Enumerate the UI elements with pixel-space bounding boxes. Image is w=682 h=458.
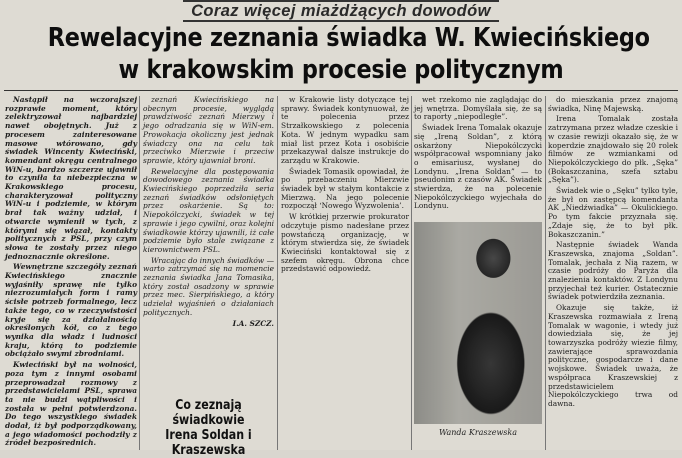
portrait-photo [414, 222, 542, 424]
kicker-text: Coraz więcej miażdżących dowodów [183, 0, 499, 22]
paragraph: Okazuje się także, iż Kraszewska rozmawiała z Ireną Tomalak w wagonie, i wtedy już dowiedziała się, że jej towarzyszka podróży wiezie filmy, zawierające sprawozdania polityczne, gospodarcze i dane wojskowe. Świadek uważa, że współpraca Kraszewskiej z przedstawicielem Niepokólczyckiego trwa od dawna. [548, 303, 678, 408]
paragraph: zeznań Kwiecińskiego na obecnym procesie, wyglądą prawdziwość zeznań Mierzwy i jego odradzania się w WiN-em. Prowokacja okoliczny jest jednak świadczy ona na celu tak przeciwko Mierzwie i przeciw sprawie, który ujawniał broni. [143, 95, 274, 165]
column-divider [545, 96, 546, 450]
paragraph: Następnie świadek Wanda Kraszewska, znajoma „Soldan”. Tomalak, jechała z Nią razem, w czasie podróży do Paryża dla znalezienia kontaktów. Z Londynu przyjechał też kurier. Ostatecznie świadek potwierdziła zeznania. [548, 240, 678, 302]
author-signature: I.A. SZCZ. [232, 318, 274, 328]
headline-line-2: w krakowskim procesie politycznym [118, 55, 564, 85]
paragraph: Świadek Irena Tomalak okazuje się „Ireną Soldan”, z którą oskarżony Niepokólczycki współpracował wspomniany jako o emisariusz, wysłanej do Londynu. „Irena Soldan” — to pseudonim z czasów AK. Świadek stwierdza, że na polecenie Niepokólczyckiego wyjechała do Londynu. [414, 123, 542, 211]
article-column-5 [548, 96, 678, 450]
subheading-line-1: Co zeznają świadkowie [172, 398, 245, 428]
paragraph: Świadek wie o „Sęku” tylko tyle, że był on zastępcą komendanta AK „Niedźwiadka” — Okulickiego. Po tym fakcie przyznała się. „Zdaje się, że to był płk. Bokaszczanin.” [548, 186, 678, 239]
kicker-heading [0, 2, 682, 21]
column-divider [411, 96, 412, 450]
headline-line-1: Rewelacyjne zeznania świadka W. Kwiecińskiego [47, 23, 650, 53]
article-column-4 [414, 96, 542, 216]
paragraph: Irena Tomalak została zatrzymana przez władze czeskie i w czasie rewizji okazało się, że w koperdzie znajdowało się 20 rolek filmów ze wzmiankami od Niepokólczyckiego do płk. „Sęka” (Bokaszczanina, szefa sztabu „Sęka”). [548, 114, 678, 185]
paragraph: Świadek Tomasik opowiadał, że po przebaczeniu Mierzwie świadek był w stałym kontakcie z Mierzwą. Na jego polecenie rozpoczął ‘Nowego Wyzwolenia’. [281, 166, 409, 211]
column-divider [277, 96, 278, 450]
photo-caption: Wanda Kraszewska [438, 428, 518, 437]
subheading-line-2: Irena Soldan i Kraszewska [165, 428, 252, 458]
column-divider [139, 96, 140, 450]
article-column-1 [5, 96, 137, 450]
paragraph: Rewelacyjne dla postępowania dowodowego zeznania świadka Kwiecińskiego poprzedziła seria zeznań świadków odsłoniętych przez oskarżenie. Są to: Niepokólczycki, świadek w tej sprawie i jego cywilni, oraz kolejni świadkowie którzy ujawnili, iż całe podziemie było stale związane z kierownictwem PSL. [143, 166, 274, 254]
article-column-3 [281, 96, 409, 450]
paragraph: Kwieciński był na wolności, poza tym z innymi osobami przeprowadzał rozmowy z przedstawicielami PSL, sprawa ta nie budzi wątpliwości i została w pełni potwierdzona. Do tego wszystkiego świadek dodał, iż był podporządkowany, a jego wiadomości pochodziły z źródeł bezpośrednich. [5, 360, 137, 448]
paragraph: do mieszkania przez znajomą świadka, Ninę Majewską. [548, 95, 678, 113]
paragraph: Wracając do innych świadków — warto zatrzymać się na momencie zeznania świadka Jana Tomasika, który został osadzony w sprawie przez mec. Sierpińskiego, a który udzielał wyjaśnień o działaniach politycznych. [143, 255, 274, 317]
paragraph: Wewnętrzne szczegóły zeznań Kwiecińskiego znacznie wyjaśniły sprawę nie tylko niezrozumiałych form i ramy ścisłe potrzeb formalnego, lecz także tego, co w rzeczywistości kryje się za działalnością określonych kół, co z tego wynika dla władz i ludności kraju, którą to podziemie obciążało swymi zbrodniami. [5, 262, 137, 359]
article-column-2 [143, 96, 274, 396]
paragraph: W krótkiej przerwie prokurator odczytuje pismo nadesłane przez powstańczą organizację, w którym stwierdza się, że świadek Kwieciński kontaktował się z szefem okręgu. Obrona chce przedstawić odpowiedź. [281, 212, 409, 274]
paragraph: wet rzekomo nie zaglądając do jej wnętrza. Domyślała się, że są to raporty „niepodległe”. [414, 95, 542, 122]
paragraph: Nastąpił na wczorajszej rozprawie moment, który zelektryzował najbardziej nawet obojętnych. Już z procesem zainteresowane masowe wtórowano, gdy świadek Wincenty Kwieciński, komendant okręgu centralnego WiN-u, bardzo szczerze ujawnił to czyniła ta niebezpieczna w Krakowskiego procesu, charakteryzował polityczny WiN-u i podziemie, w którym brał tak ważny udział, i otwarcie wymienił w tych, z którymi się wiązał, kontakty politycznych z PSL, przy czym słowa te zostały przez niego jednoznacznie określone. [5, 95, 137, 261]
headline-divider [4, 90, 678, 91]
paragraph: w Krakowie listy dotyczące tej sprawy. Świadek kontynuował, że te polecenia przez Strzałkowskiego z polecenia Kota. W jednym wypadku sam miał list przez Kota i osobiście przekazywał dalsze instrukcje do zarządu w Krakowie. [281, 95, 409, 165]
subheading-box [143, 398, 274, 458]
